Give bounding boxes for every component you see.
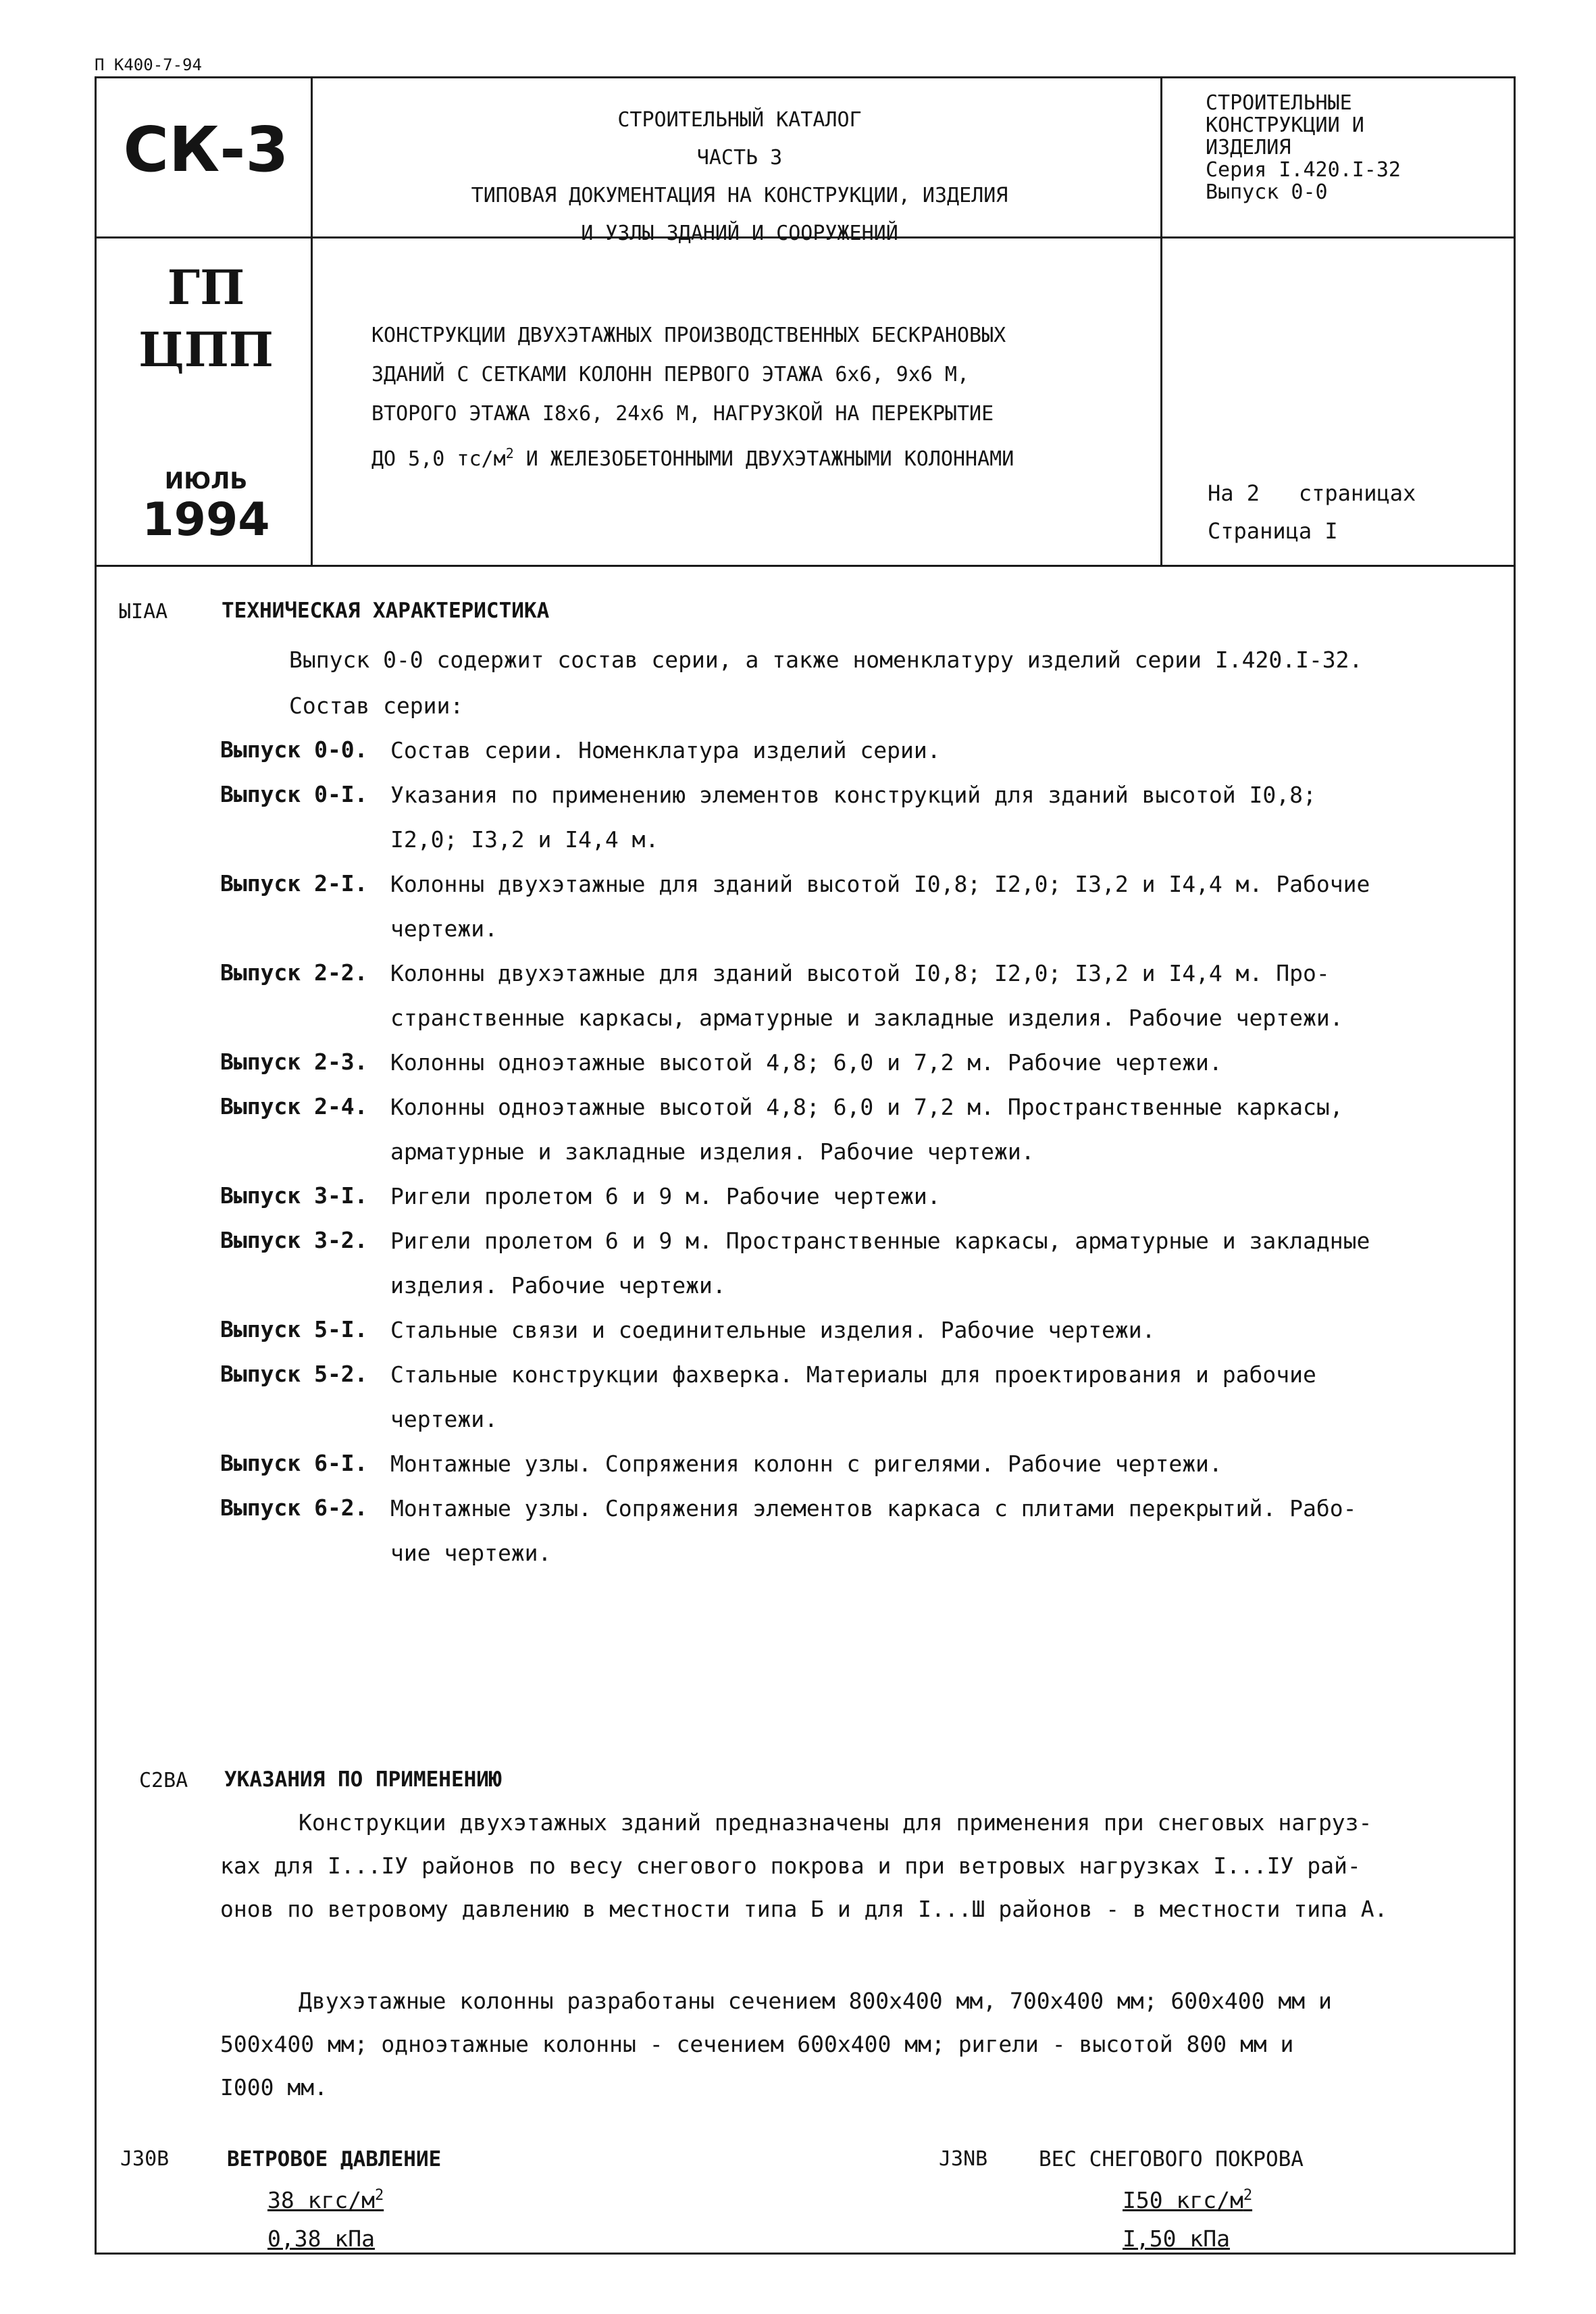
page-number: Страница I [1208,518,1338,544]
issue-list-item [220,951,1503,1040]
catalog-line-1: СТРОИТЕЛЬНЫЙ КАТАЛОГ [617,108,862,132]
issue-description [390,862,1503,951]
wind-value-exponent: 2 [374,2187,384,2204]
issue-label: Выпуск 0-0. [220,736,368,763]
title-line-1: КОНСТРУКЦИИ ДВУХЭТАЖНЫХ ПРОИЗВОДСТВЕННЫХ БЕСКРАНОВЫХ [371,324,1006,347]
issue-description [390,1353,1503,1442]
issue-list-item [220,1308,1503,1353]
section-2-paragraph-2 [220,1980,1506,2109]
series-line-2: КОНСТРУКЦИИ И [1206,114,1364,137]
title-line-4-exponent: 2 [505,445,514,461]
issue-month: ИЮЛЬ [164,468,248,495]
section-2-p1-line-2: ках для I...IУ районов по весу снегового покрова и при ветровых нагрузках I...IУ рай- [220,1853,1361,1879]
issue-description [390,1486,1503,1576]
issue-description-line-1: Колонны одноэтажные высотой 4,8; 6,0 и 7,2 м. Пространственные каркасы, [390,1094,1343,1120]
issue-year: 1994 [142,493,270,547]
section-2-p2-line-3: I000 мм. [220,2074,328,2101]
catalog-line-4: И УЗЛЫ ЗДАНИЙ И СООРУЖЕНИЙ [581,222,898,245]
series-line-3: ИЗДЕЛИЯ [1206,136,1291,159]
issue-list-item [220,1353,1503,1442]
organization-line-1: ГП [167,259,245,316]
issue-description-line-1: Стальные связи и соединительные изделия. Рабочие чертежи. [390,1317,1156,1343]
issue-label: Выпуск 6-2. [220,1494,368,1521]
title-line-4-end: И ЖЕЛЕЗОБЕТОННЫМИ ДВУХЭТАЖНЫМИ КОЛОННАМИ [513,447,1014,471]
issue-description-line-1: Монтажные узлы. Сопряжения элементов каркаса с плитами перекрытий. Рабо- [390,1495,1357,1521]
issue-list-item [220,1040,1503,1085]
title-line-2: ЗДАНИЙ С СЕТКАМИ КОЛОНН ПЕРВОГО ЭТАЖА 6х6, 9х6 М, [371,363,970,386]
issue-description-line-2: I2,0; I3,2 и I4,4 м. [390,826,659,853]
page-count: На 2 страницах [1208,480,1416,506]
catalog-line-2: ЧАСТЬ 3 [696,146,783,170]
series-box [1206,92,1496,203]
issue-list-item [220,862,1503,951]
issue-list [220,728,1503,1576]
header-divider-2 [95,565,1516,567]
series-number: Серия I.420.I-32 [1206,158,1401,182]
document-title [371,316,1195,479]
issue-description-line-2: изделия. Рабочие чертежи. [390,1272,726,1299]
issue-description-line-1: Ригели пролетом 6 и 9 м. Рабочие чертежи. [390,1183,941,1209]
issue-description [390,728,1503,773]
issue-label: Выпуск 2-I. [220,870,368,897]
snow-load-value [1123,2174,1252,2222]
issue-label: Выпуск 2-4. [220,1093,368,1120]
issue-list-item [220,1085,1503,1174]
issue-description [390,1040,1503,1085]
section-2-p2-line-1: Двухэтажные колонны разработаны сечением 800х400 мм, 700х400 мм; 600х400 мм и [299,1988,1332,2014]
issue-description-line-1: Состав серии. Номенклатура изделий серии. [390,737,941,763]
section-2-paragraph-1 [220,1801,1506,1931]
issue-description-line-1: Колонны одноэтажные высотой 4,8; 6,0 и 7,2 м. Рабочие чертежи. [390,1049,1222,1076]
snow-value-exponent: 2 [1243,2187,1253,2204]
issue-description [390,951,1503,1040]
section-1-code: ЫIАА [119,600,168,624]
catalog-line-3: ТИПОВАЯ ДОКУМЕНТАЦИЯ НА КОНСТРУКЦИИ, ИЗДЕЛИЯ [471,184,1008,207]
issue-list-item [220,773,1503,862]
wind-code: J30В [120,2147,170,2171]
page-info [1208,474,1416,550]
issue-description-line-1: Стальные конструкции фахверка. Материалы для проектирования и рабочие [390,1361,1316,1388]
issue-label: Выпуск 3-I. [220,1182,368,1209]
title-line-4 [371,434,1195,479]
section-1-heading: ТЕХНИЧЕСКАЯ ХАРАКТЕРИСТИКА [222,599,550,623]
snow-load-label: ВЕС СНЕГОВОГО ПОКРОВА [1039,2147,1304,2171]
catalog-code: СК-3 [123,114,289,186]
issue-number: Выпуск 0-0 [1206,180,1328,204]
issue-description-line-1: Колонны двухэтажные для зданий высотой I0,8; I2,0; I3,2 и I4,4 м. Рабочие [390,871,1370,897]
issue-label: Выпуск 0-I. [220,781,368,807]
section-1-intro: Выпуск 0-0 содержит состав серии, а также номенклатуру изделий серии I.420.I-32. [289,647,1363,673]
issue-description-line-2: странственные каркасы, арматурные и закладные изделия. Рабочие чертежи. [390,1005,1343,1031]
issue-description-line-2: арматурные и закладные изделия. Рабочие чертежи. [390,1138,1035,1165]
snow-load-kpa: I,50 кПа [1123,2225,1230,2252]
section-2-p1-line-1: Конструкции двухэтажных зданий предназначены для применения при снеговых нагруз- [299,1809,1372,1836]
wind-pressure-kpa: 0,38 кПа [267,2225,375,2252]
issue-description-line-2: чертежи. [390,915,498,942]
frame-top-line [95,76,1516,78]
snow-value-kgs: I50 кгс/м [1123,2187,1243,2213]
issue-description [390,1308,1503,1353]
issue-label: Выпуск 5-2. [220,1361,368,1387]
issue-list-item [220,1174,1503,1219]
document-code: П К400-7-94 [95,55,202,74]
wind-value-kgs: 38 кгс/м [267,2187,375,2213]
issue-list-item [220,1486,1503,1576]
issue-label: Выпуск 3-2. [220,1227,368,1253]
issue-description-line-1: Колонны двухэтажные для зданий высотой I0,8; I2,0; I3,2 и I4,4 м. Про- [390,960,1330,986]
wind-pressure-label: ВЕТРОВОЕ ДАВЛЕНИЕ [227,2147,442,2171]
organization-line-2: ЦПП [138,322,274,378]
issue-description [390,1085,1503,1174]
title-line-4-start: ДО 5,0 тс/м [371,447,506,471]
issue-description-line-2: чие чертежи. [390,1540,552,1566]
issue-description-line-1: Монтажные узлы. Сопряжения колонн с ригелями. Рабочие чертежи. [390,1451,1222,1477]
issue-description-line-1: Указания по применению элементов конструкций для зданий высотой I0,8; [390,782,1316,808]
frame-right-line [1514,76,1516,2255]
section-2-p1-line-3: онов по ветровому давлению в местности типа Б и для I...Ш районов - в местности типа А. [220,1896,1388,1922]
catalog-block [317,101,1162,253]
title-line-3: ВТОРОГО ЭТАЖА I8х6, 24х6 М, НАГРУЗКОЙ НА ПЕРЕКРЫТИЕ [371,402,994,426]
snow-code: J3NВ [939,2147,988,2171]
issue-label: Выпуск 6-I. [220,1450,368,1476]
issue-label: Выпуск 5-I. [220,1316,368,1342]
issue-description [390,773,1503,862]
issue-description-line-2: чертежи. [390,1406,498,1432]
issue-description [390,1174,1503,1219]
issue-list-item [220,1442,1503,1486]
section-2-code: С2ВА [139,1769,188,1792]
section-2-p2-line-2: 500х400 мм; одноэтажные колонны - сечением 600х400 мм; ригели - высотой 800 мм и [220,2031,1294,2057]
wind-pressure-value [267,2174,384,2222]
section-1-composition-label: Состав серии: [289,693,464,719]
issue-description [390,1442,1503,1486]
section-2-heading: УКАЗАНИЯ ПО ПРИМЕНЕНИЮ [224,1767,502,1792]
issue-description [390,1219,1503,1308]
series-line-1: СТРОИТЕЛЬНЫЕ [1206,91,1352,115]
issue-list-item [220,728,1503,773]
issue-list-item [220,1219,1503,1308]
frame-left-line [95,76,97,2255]
issue-label: Выпуск 2-3. [220,1049,368,1075]
issue-description-line-1: Ригели пролетом 6 и 9 м. Пространственные каркасы, арматурные и закладные [390,1228,1370,1254]
issue-label: Выпуск 2-2. [220,959,368,986]
